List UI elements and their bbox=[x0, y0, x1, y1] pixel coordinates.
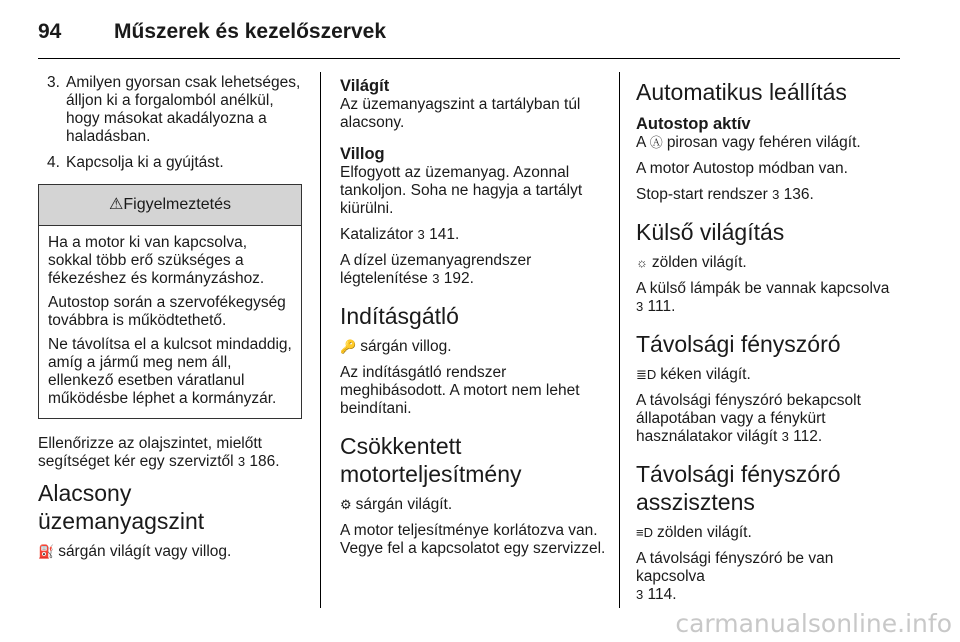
page-reference-link[interactable]: 111. bbox=[647, 298, 676, 315]
high-beam-assist-icon: ≡D bbox=[636, 525, 653, 540]
high-beam-assist-text: A távolsági fényszóró be van kapcsolva 3 114. bbox=[636, 550, 834, 603]
column-middle bbox=[340, 76, 610, 566]
high-beam-line: ≣D kéken világít. bbox=[636, 366, 751, 383]
autostop-active-heading: Autostop aktív bbox=[636, 115, 751, 133]
page-reference-link[interactable]: 186. bbox=[249, 453, 280, 470]
reference-arrow-icon: 3 bbox=[781, 429, 789, 444]
reference-arrow-icon: 3 bbox=[432, 271, 440, 286]
immobiliser-heading: Indításgátló bbox=[340, 303, 459, 329]
list-item: 4. Kapcsolja ki a gyújtást. bbox=[47, 154, 224, 171]
immobiliser-icon: 🔑 bbox=[340, 339, 357, 354]
page-reference-link[interactable]: 136. bbox=[783, 186, 814, 203]
warning-body bbox=[39, 226, 301, 418]
high-beam-heading: Távolsági fényszóró bbox=[636, 331, 841, 357]
page-reference-link[interactable]: 114. bbox=[647, 586, 677, 603]
page-reference-link[interactable]: 112. bbox=[793, 428, 823, 445]
low-fuel-heading: Alacsony üzemanyagszint bbox=[38, 480, 205, 534]
auto-stop-heading: Automatikus leállítás bbox=[636, 79, 847, 105]
page-title: Műszerek és kezelőszervek bbox=[114, 20, 387, 43]
exterior-text: A külső lámpák be vannak kapcsolva 3 111. bbox=[636, 280, 890, 315]
page-header bbox=[38, 12, 900, 59]
lights-heading: Világít bbox=[340, 77, 390, 95]
warning-header bbox=[39, 185, 301, 226]
engine-icon: ⚙ bbox=[340, 497, 352, 512]
reference-arrow-icon: 3 bbox=[636, 587, 644, 602]
catalyst-text: Katalizátor 3 141. bbox=[340, 226, 460, 243]
column-divider bbox=[320, 72, 321, 608]
reference-arrow-icon: 3 bbox=[636, 299, 644, 314]
page-number: 94 bbox=[38, 20, 62, 43]
warning-paragraph: Autostop során a szervofékegység továbbra is működtethető. bbox=[48, 294, 286, 329]
column-left bbox=[38, 74, 302, 569]
fuel-pump-icon: ⛽ bbox=[38, 544, 55, 559]
column-right bbox=[636, 78, 906, 612]
warning-paragraph: Ne távolítsa el a kulcsot mindaddig, amíg a jármű meg nem áll, ellenkező esetben váratlanul működésbe léphet a kormányzár. bbox=[48, 336, 292, 407]
immobiliser-text: Az indításgátló rendszer meghibásodott. A motort nem lehet beindítani. bbox=[340, 364, 580, 417]
autostop-icon: Ⓐ bbox=[649, 135, 663, 150]
high-beam-text: A távolsági fényszóró bekapcsolt állapotában vagy a fénykürt használatakor világít 3 112. bbox=[636, 392, 861, 445]
immobiliser-line: 🔑 sárgán villog. bbox=[340, 338, 452, 355]
watermark: carmanualsonline.info bbox=[675, 609, 952, 638]
stop-start-text: Stop-start rendszer 3 136. bbox=[636, 186, 814, 203]
diesel-text: A dízel üzemanyagrendszer légtelenítése 3 192. bbox=[340, 252, 532, 287]
lights-text: Az üzemanyagszint a tartályban túl alacsony. bbox=[340, 96, 581, 131]
warning-box bbox=[38, 184, 302, 419]
warning-icon: ⚠ bbox=[109, 196, 124, 213]
warning-title: Figyelmeztetés bbox=[123, 196, 231, 213]
reduced-power-heading: Csökkentett motorteljesítmény bbox=[340, 433, 522, 487]
high-beam-assist-line: ≡D zölden világít. bbox=[636, 524, 752, 541]
list-item: 3. Amilyen gyorsan csak lehetséges, álljon ki a forgalomból anélkül, hogy másokat akadályozna a haladásban. bbox=[47, 74, 301, 145]
exterior-light-icon: ☼ bbox=[636, 255, 648, 270]
reduced-power-line: ⚙ sárgán világít. bbox=[340, 496, 453, 513]
flash-text: Elfogyott az üzemanyag. Azonnal tankoljon. Soha ne hagyja a tartályt kiürülni. bbox=[340, 164, 583, 217]
high-beam-icon: ≣D bbox=[636, 367, 657, 382]
high-beam-assist-heading: Távolsági fényszóró asszisztens bbox=[636, 461, 841, 515]
autostop-line: A Ⓐ pirosan vagy fehéren világít. bbox=[636, 134, 861, 151]
reference-arrow-icon: 3 bbox=[417, 227, 425, 242]
warning-paragraph: Ha a motor ki van kapcsolva, sokkal több erő szükséges a fékezéshez és kormányzáshoz. bbox=[48, 234, 265, 287]
exterior-lights-heading: Külső világítás bbox=[636, 219, 785, 245]
reference-arrow-icon: 3 bbox=[772, 187, 780, 202]
flash-heading: Villog bbox=[340, 145, 385, 163]
exterior-line: ☼ zölden világít. bbox=[636, 254, 747, 271]
page-reference-link[interactable]: 141. bbox=[429, 226, 460, 243]
column-divider bbox=[619, 72, 620, 608]
step-list bbox=[38, 74, 302, 172]
autostop-text: A motor Autostop módban van. bbox=[636, 160, 848, 177]
low-fuel-text: ⛽ sárgán világít vagy villog. bbox=[38, 543, 232, 560]
oil-check-text: Ellenőrizze az olajszintet, mielőtt segítséget kér egy szerviztől 3 186. bbox=[38, 435, 280, 470]
reference-arrow-icon: 3 bbox=[237, 454, 246, 469]
reduced-power-text: A motor teljesítménye korlátozva van. Vegye fel a kapcsolatot egy szervizzel. bbox=[340, 522, 606, 557]
page-reference-link[interactable]: 192. bbox=[443, 270, 474, 287]
